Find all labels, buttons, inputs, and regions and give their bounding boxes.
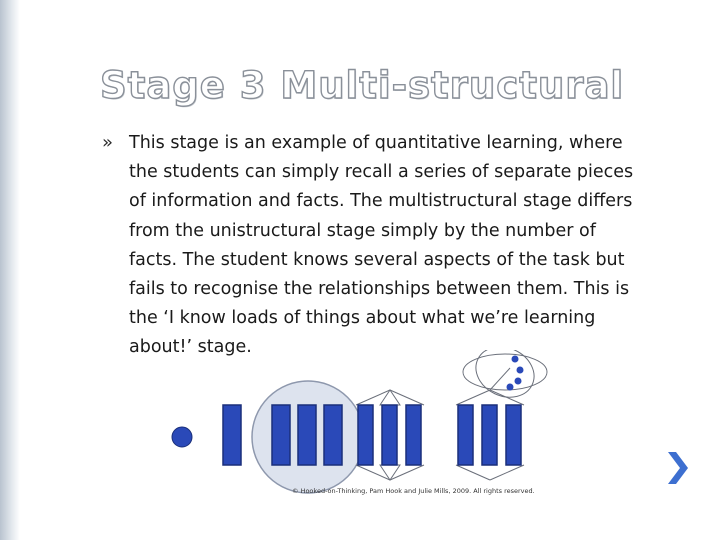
multistructural-bar: [272, 405, 290, 465]
left-decorative-bar: [0, 0, 20, 540]
extended-bar: [458, 405, 473, 465]
orbit-node: [515, 378, 522, 385]
unistructural-bar: [223, 405, 241, 465]
extended-bar: [482, 405, 497, 465]
slide-body-text: This stage is an example of quantitative learning, where the students can simply recall a series of separate pieces of information and facts. The multistructural stage differs from the unistructural stage simply by the number of facts. The student knows several aspects of the task but fails to recognise the relationships between them. This is the ‘I know loads of things about what we’re learning about!’ stage.: [129, 133, 634, 358]
slide-title: Stage 3 Multi-structural: [100, 64, 625, 107]
multistructural-bar: [298, 405, 316, 465]
chevron-right-icon[interactable]: [662, 448, 692, 488]
bullet-marker: »: [102, 132, 114, 153]
multistructural-bar: [324, 405, 342, 465]
relational-bar: [406, 405, 421, 465]
orbit-node: [512, 356, 519, 363]
orbit-node: [517, 367, 524, 374]
orbit-node: [507, 384, 514, 391]
solo-taxonomy-figure: [160, 350, 560, 510]
copyright-text: © Hooked-on-Thinking, Pam Hook and Julie Mills, 2009. All rights reserved.: [292, 487, 535, 495]
relational-bar: [358, 405, 373, 465]
orbit-ellipse: [468, 350, 543, 406]
orbit-ellipse: [463, 354, 547, 390]
prestructural-dot: [172, 427, 192, 447]
relational-bar: [382, 405, 397, 465]
extended-bar: [506, 405, 521, 465]
